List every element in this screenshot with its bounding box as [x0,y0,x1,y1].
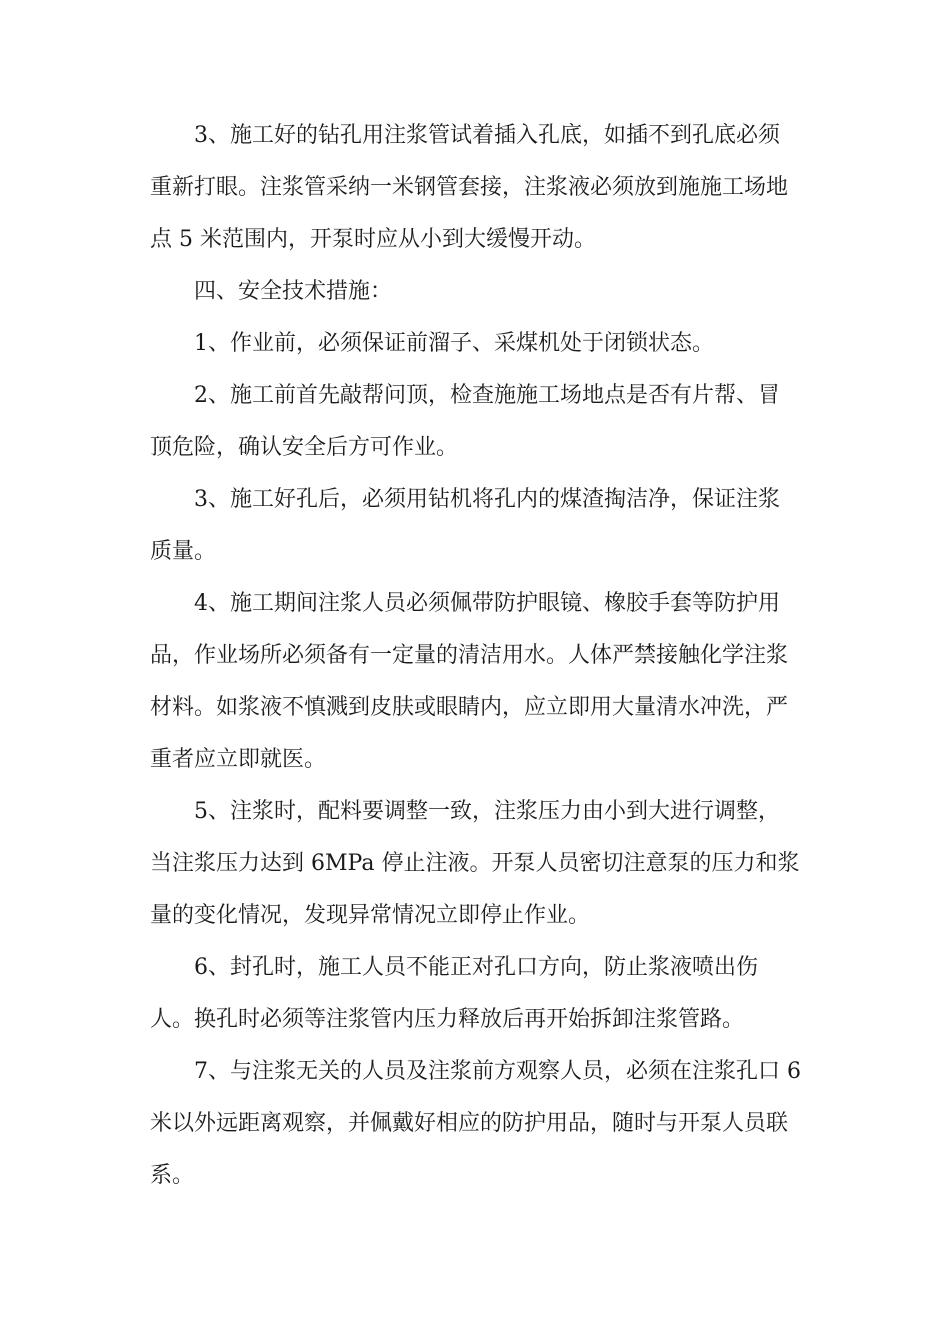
text-line: 5、注浆时，配料要调整一致，注浆压力由小到大进行调整， [194,799,780,824]
text-line: 当注浆压力达到 6MPa 停止注液。开泵人员密切注意泵的压力和浆 [150,851,800,876]
text-line: 重者应立即就医。 [150,747,327,772]
text-line: 品，作业场所必须备有一定量的清洁用水。人体严禁接触化学注浆 [150,643,789,668]
text-line: 米以外远距离观察，并佩戴好相应的防护用品，随时与开泵人员联 [150,1111,789,1136]
text-line: 1、作业前，必须保证前溜子、采煤机处于闭锁状态。 [194,331,714,356]
text-line: 点 5 米范围内，开泵时应从小到大缓慢开动。 [150,227,596,252]
text-line: 材料。如浆液不慎溅到皮肤或眼睛内，应立即用大量清水冲洗，严 [150,695,789,720]
text-line: 2、施工前首先敲帮问顶，检查施施工场地点是否有片帮、冒 [194,383,780,408]
text-line: 6、封孔时，施工人员不能正对孔口方向，防止浆液喷出伤 [194,955,758,980]
text-line: 人。换孔时必须等注浆管内压力释放后再开始拆卸注浆管路。 [150,1007,745,1032]
text-line: 重新打眼。注浆管采纳一米钢管套接，注浆液必须放到施施工场地 [150,175,789,200]
text-line: 4、施工期间注浆人员必须佩带防护眼镜、橡胶手套等防护用 [194,591,780,616]
text-line: 量的变化情况，发现异常情况立即停止作业。 [150,903,591,928]
text-line: 3、施工好的钻孔用注浆管试着插入孔底，如插不到孔底必须 [194,123,780,148]
text-line: 质量。 [150,539,217,564]
text-line: 7、与注浆无关的人员及注浆前方观察人员，必须在注浆孔口 6 [194,1059,801,1084]
text-line: 3、施工好孔后，必须用钻机将孔内的煤渣掏洁净，保证注浆 [194,487,780,512]
text-line: 系。 [150,1163,195,1188]
section-heading: 四、安全技术措施： [194,279,393,304]
text-line: 顶危险，确认安全后方可作业。 [150,435,459,460]
